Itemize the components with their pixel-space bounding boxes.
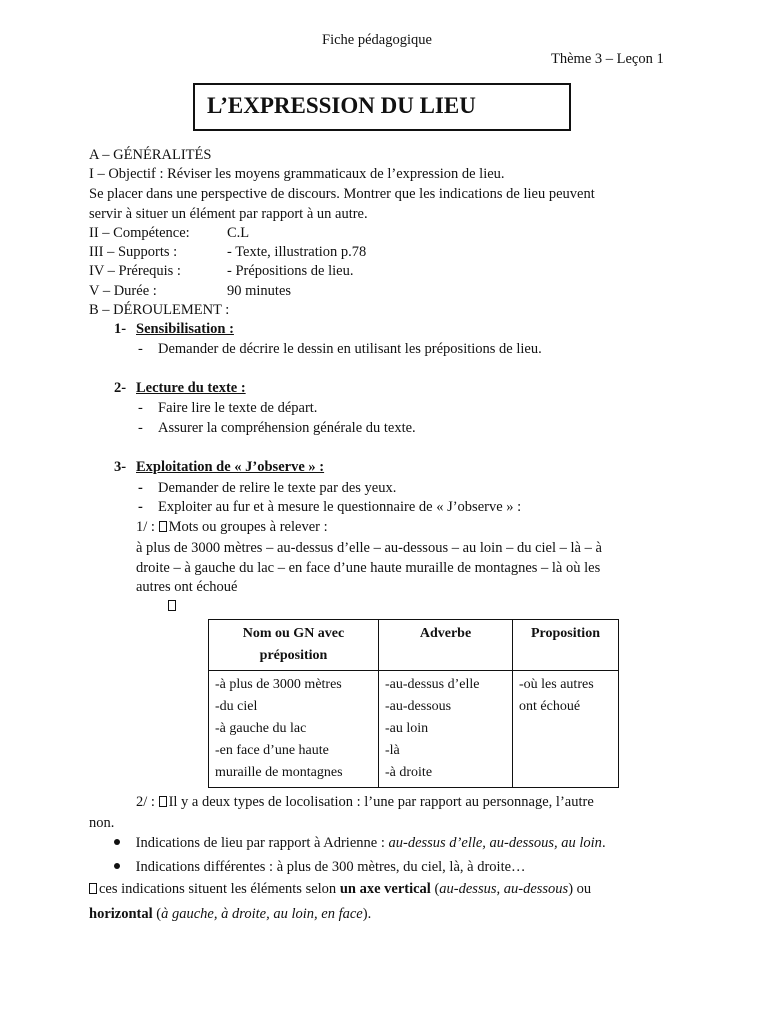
row-value: C.L [227,225,250,241]
page-title: L’EXPRESSION DU LIEU [207,93,476,118]
bullet-icon [114,839,120,845]
bullet-italic: au-dessus d’elle, au-dessous, au loin [388,835,602,851]
row-value: 90 minutes [227,283,292,299]
cell-line: ont échoué [519,699,581,714]
list-dash: - [138,420,143,436]
conclusion-bold: un axe vertical [339,881,431,897]
table-cell [209,671,379,788]
arrow-icon [159,521,167,532]
list-item: Faire lire le texte de départ. [158,400,318,416]
conclusion-italic: à gauche, à droite, au loin, en face [161,906,363,922]
step-number: 2- [114,380,127,396]
cell-line: -là [385,743,400,758]
question-2-text: Il y a deux types de locolisation : l’une par rapport au personnage, l’autre [168,794,594,810]
classification-table [208,619,619,788]
table-cell [379,671,513,788]
row-label: IV – Prérequis : [89,263,181,279]
bullet-icon [114,863,120,869]
arrow-icon [89,883,97,894]
conclusion-italic: au-dessus, au-dessous [439,881,569,897]
conclusion-text: ( [430,881,440,897]
step-number: 1- [114,321,127,337]
cell-line: -au-dessous [385,699,452,714]
cell-line: muraille de montagnes [215,765,343,780]
row-label: V – Durée : [89,283,157,299]
header-theme: Thème 3 – Leçon 1 [551,51,664,67]
list-dash: - [138,499,143,515]
q1-line: autres ont échoué [136,579,238,595]
cell-line: -en face d’une haute [215,743,329,758]
step-title: Sensibilisation : [136,321,234,337]
q1-line: à plus de 3000 mètres – au-dessus d’elle – au-dessous – au loin – du ciel – là – à [136,540,602,556]
list-item: Demander de relire le texte par des yeux. [158,480,397,496]
question-2 [136,795,594,810]
title-box [193,83,571,131]
arrow-icon [159,796,167,807]
cell-line: -au-dessus d’elle [385,677,480,692]
arrow-down-icon [168,599,178,614]
conclusion-line-2 [89,907,371,922]
table-header-row [209,620,619,671]
conclusion-text: ( [152,906,162,922]
conclusion-text: ces indications situent les éléments selon [99,881,340,897]
question-1-text: Mots ou groupes à relever : [168,519,328,535]
step-title: Lecture du texte : [136,380,246,396]
section-a-heading: A – GÉNÉRALITÉS [89,147,212,163]
objectif-line-3: servir à situer un élément par rapport à un autre. [89,206,368,222]
cell-line: -du ciel [215,699,258,714]
q1-line: droite – à gauche du lac – en face d’une haute muraille de montagnes – là où les [136,560,601,576]
bullet-item [114,860,526,875]
bullet-item [114,836,606,851]
conclusion-text: ) ou [568,881,592,897]
cell-line: -à plus de 3000 mètres [215,677,342,692]
header-line: préposition [259,648,328,663]
list-dash: - [138,400,143,416]
conclusion-text: ). [362,906,372,922]
row-label: III – Supports : [89,244,178,260]
step-number: 3- [114,459,127,475]
list-item: Demander de décrire le dessin en utilisant les prépositions de lieu. [158,341,542,357]
conclusion-line-1 [89,882,591,897]
cell-line: -à gauche du lac [215,721,307,736]
list-dash: - [138,480,143,496]
row-label: II – Compétence: [89,225,190,241]
bullet-text: Indications de lieu par rapport à Adrienne : [135,835,389,851]
bullet-text: Indications différentes : à plus de 300 mètres, du ciel, là, à droite… [135,859,526,875]
table-header [209,620,379,671]
cell-line: -où les autres [519,677,594,692]
question-1 [136,520,328,535]
section-b-heading: B – DÉROULEMENT : [89,302,230,318]
question-2-label: 2/ : [136,794,155,810]
header-line: Nom ou GN avec [242,626,345,641]
list-item: Assurer la compréhension générale du texte. [158,420,416,436]
objectif-line-2: Se placer dans une perspective de discours. Montrer que les indications de lieu peuvent [89,186,595,202]
table-row [209,671,619,788]
table-header: Adverbe [379,620,513,671]
list-dash: - [138,341,143,357]
question-1-label: 1/ : [136,519,155,535]
row-value: - Texte, illustration p.78 [227,244,367,260]
conclusion-bold: horizontal [89,906,153,922]
table-header: Proposition [513,620,619,671]
table-cell [513,671,619,788]
bullet-end: . [601,835,606,851]
cell-line: -au loin [385,721,429,736]
objectif-line: I – Objectif : Réviser les moyens grammaticaux de l’expression de lieu. [89,166,505,182]
question-2-cont: non. [89,815,115,831]
row-value: - Prépositions de lieu. [227,263,354,279]
list-item: Exploiter au fur et à mesure le questionnaire de « J’observe » : [158,499,522,515]
cell-line: -à droite [385,765,433,780]
header-top: Fiche pédagogique [322,32,432,48]
step-title: Exploitation de « J’observe » : [136,459,325,475]
